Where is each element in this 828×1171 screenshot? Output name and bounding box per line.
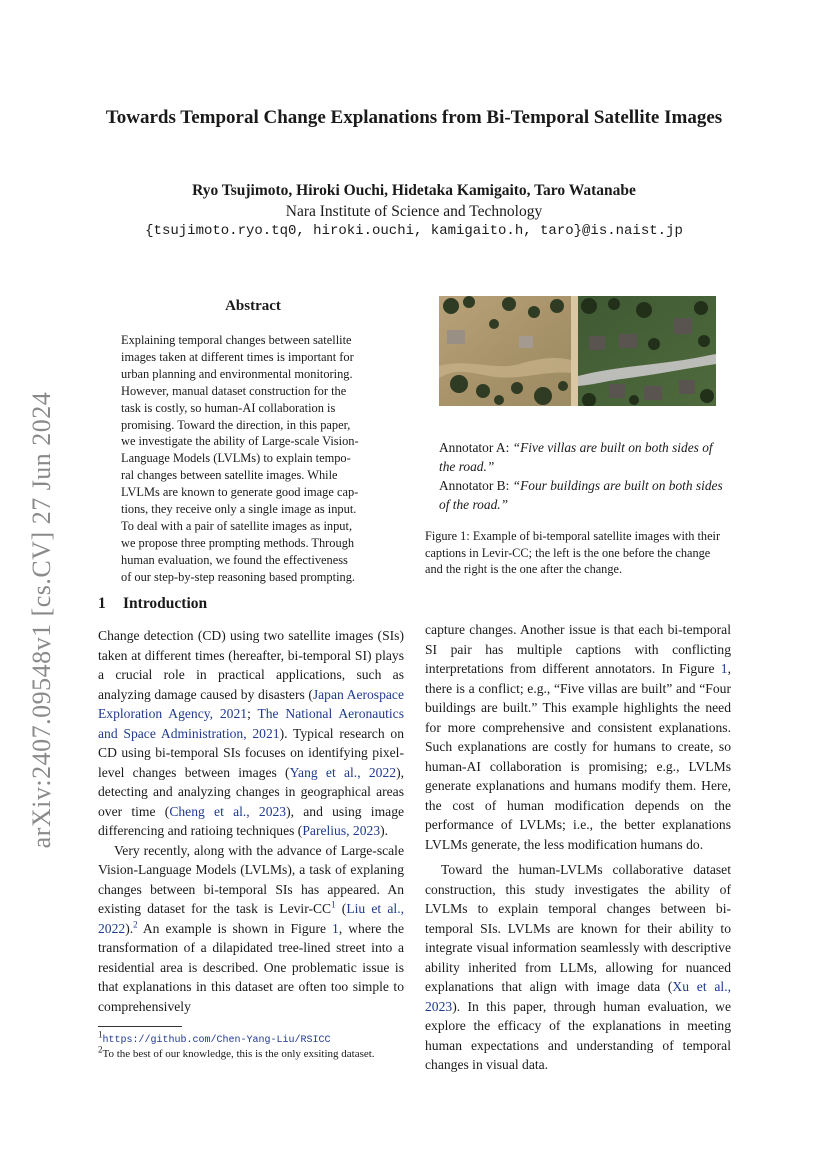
annotator-a [439, 438, 729, 476]
abstract-body [121, 332, 383, 586]
citation-link[interactable]: Xu et al., 2023 [425, 979, 731, 1014]
abstract-line: To deal with a pair of satellite images as input, [121, 518, 353, 533]
abstract-line: However, manual dataset construction for the [121, 383, 347, 398]
text-run: An example is shown in Figure [137, 920, 333, 936]
abstract-line: task is costly, so human-AI collaboration is [121, 400, 336, 415]
footnote-url-link[interactable]: https://github.com/Chen-Yang-Liu/RSICC [102, 1035, 331, 1046]
affiliation: Nara Institute of Science and Technology [285, 203, 543, 220]
footnote-mark[interactable]: 2 [133, 918, 138, 929]
text-run: ). [380, 823, 389, 838]
citation-link[interactable]: Parelius, 2023 [302, 823, 381, 838]
figure-ref-link[interactable]: 1 [720, 661, 728, 676]
section-number: 1 [98, 595, 106, 612]
citation-link[interactable]: The National Aeronautics and Space Administration, 2021 [98, 706, 404, 741]
abstract-heading: Abstract [225, 298, 281, 314]
section-heading [98, 595, 207, 613]
before-image [439, 296, 578, 406]
footnote-text: To the best of our knowledge, this is the only exsiting dataset. [102, 1048, 375, 1060]
arxiv-stamp [12, 380, 72, 860]
abstract-line: urban planning and environmental monitoring. [121, 366, 353, 381]
text-run: ( [335, 901, 347, 916]
paragraph [425, 860, 731, 1075]
text-run: capture changes. Another issue is that each bi-temporal SI pair has multiple captions with conflicting interpretations from different annotators. In Figure [425, 622, 731, 676]
annotator-b [439, 476, 729, 514]
footnote-rule [98, 1026, 182, 1027]
paragraph [425, 620, 731, 854]
footnote-1 [98, 1029, 404, 1048]
abstract-line: human evaluation, we found the effectiveness [121, 552, 348, 567]
annotator-a-label: Annotator A: [439, 440, 513, 455]
text-run: Change detection (CD) using two satellite images (SIs) taken at different times (hereafter, bi-temporal SI) plays a crucial role in practical applications, such as analyzing damage caused by disasters ( [98, 628, 404, 702]
abstract-line: images taken at different times is important for [121, 349, 354, 364]
abstract-line: we propose three prompting methods. Through [121, 535, 355, 550]
figure-ref-link[interactable]: 1 [332, 920, 339, 936]
text-run: ). [125, 920, 134, 936]
abstract-line: of our step-by-step reasoning based prompting. [121, 569, 355, 584]
text-run: Toward the human-LVLMs collaborative dataset construction, this study investigates the ability of LVLMs to explain temporal changes between bi-temporal SIs. LVLMs are known for their ability to integrate visual information seamlessly with descriptive ability inherited from LLMs, allowing for nuanced explanations that align with image data ( [425, 862, 731, 994]
footnote-mark[interactable]: 1 [331, 899, 336, 910]
section-title: Introduction [123, 595, 208, 612]
citation-link[interactable]: Liu et al., 2022 [98, 901, 404, 936]
text-run: , where the transformation of a dilapidated tree-lined street into a residential area is described. One problematic issue is that explanations in this dataset are often too simple to comprehensively [98, 920, 405, 1014]
abstract-line: ral changes between satellite images. While [121, 468, 338, 483]
abstract-line: Explaining temporal changes between satellite [121, 333, 352, 347]
text-run: ). Typical research on CD using bi-temporal SIs focuses on identifying pixel-level changes between images ( [98, 725, 404, 780]
annotator-b-label: Annotator B: [439, 478, 513, 493]
paragraph [98, 626, 404, 841]
footnote-mark: 1 [98, 1029, 103, 1040]
footnote-mark: 2 [98, 1044, 103, 1055]
abstract-line: tions, they receive only a single image as input. [121, 502, 357, 517]
abstract-line: we investigate the ability of Large-scale Vision- [121, 434, 359, 449]
author-emails: {tsujimoto.ryo.tq0, hiroki.ouchi, kamigaito.h, taro}@is.naist.jp [145, 223, 683, 239]
left-column-text [98, 626, 404, 1016]
figure-1-satellite-images [439, 296, 716, 406]
right-column-text [425, 620, 731, 1075]
text-run: , there is a conflict; e.g., “Five villas are built” and “Four buildings are built.” This example highlights the need for more comprehensive and consistent explanations. Such explanations are costly for humans to create, so human-AI collaboration is promising; e.g., LVLMs generate explanations and humans modify them. Here, the cost of human modification depends on the performance of LVLMs; i.e., the better explanations LVLMs generate, the less modification humans do. [425, 661, 731, 852]
figure-1-caption: Figure 1: Example of bi-temporal satellite images with their captions in Levir-CC; the left is the one before the change and the right is the one after the change. [425, 529, 721, 576]
annotator-b-caption: “Four buildings are built on both sides of the road.” [439, 478, 723, 512]
text-run: ), detecting and analyzing changes in geographical areas over time ( [98, 764, 404, 819]
paragraph [98, 841, 404, 1017]
footnote-2 [98, 1044, 404, 1061]
after-image [578, 296, 716, 406]
citation-link[interactable]: Yang et al., 2022 [289, 764, 397, 780]
text-run: Very recently, along with the advance of Large-scale Vision-Language Models (LVLMs), a task of explaning changes between bi-temporal SIs has appeared. An existing dataset for the task is Levir-CC [98, 842, 404, 916]
text-run: ). In this paper, through human evaluation, we explore the efficacy of the explanations in meeting human expectations and understanding of temporal changes in visual data. [425, 998, 731, 1072]
text-run: ; [247, 706, 258, 721]
author-list: Ryo Tsujimoto, Hiroki Ouchi, Hidetaka Kamigaito, Taro Watanabe [192, 182, 636, 199]
citation-link[interactable]: Cheng et al., 2023 [169, 803, 287, 819]
abstract-line: Language Models (LVLMs) to explain tempo- [121, 451, 351, 466]
arxiv-id: arXiv:2407.09548v1 [cs.CV] 27 Jun 2024 [27, 391, 56, 849]
abstract-line: LVLMs are known to generate good image cap- [121, 485, 359, 500]
paper-title: Towards Temporal Change Explanations from Bi-Temporal Satellite Images [105, 107, 723, 128]
annotator-a-caption: “Five villas are built on both sides of the road.” [439, 440, 713, 474]
abstract-line: promising. Toward the direction, in this paper, [121, 417, 351, 432]
citation-link[interactable]: Japan Aerospace Exploration Agency, 2021 [98, 686, 404, 721]
figure-1-annotations [439, 438, 729, 514]
text-run: ), and using image differencing and ratioing techniques ( [98, 803, 405, 838]
